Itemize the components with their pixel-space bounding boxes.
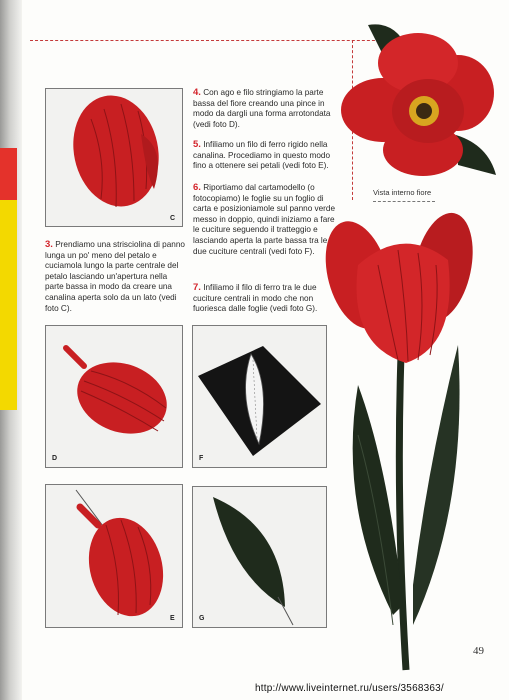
dashed-guide-top: [30, 40, 390, 41]
yellow-edge-strip: [0, 200, 17, 410]
step-body: Infiliamo un filo di ferro rigido nella canalina. Procediamo in questo modo fino a ottenere sei petali (vedi foto E).: [193, 140, 330, 171]
pattern-illustration: [193, 326, 326, 467]
step-number: 4.: [193, 87, 201, 98]
photo-label: D: [52, 455, 58, 462]
step-body: Prendiamo una strisciolina di panno lunga un po' meno del petalo e cuciamola lungo la parte centrale del petalo lasciando un'apertura nella parte bassa in modo da creare una canalina aperta solo da un lato (vedi foto C).: [45, 240, 185, 313]
step-5-text: [193, 140, 341, 172]
caption-leader: [373, 201, 435, 202]
photo-f: [192, 325, 327, 468]
step-body: Riportiamo dal cartamodello (o fotocopiamo) le foglie su un foglio di carta e posizioniamole sul panno verde messo in doppio, quindi iniziamo a fare le cuciture seguendo il tratteggio e lasciando aperta la parte bassa tra le due cuciture centrali (vedi foto F).: [193, 183, 336, 256]
photo-label: G: [199, 615, 205, 622]
petal-illustration: [46, 326, 182, 467]
step-4-text: [193, 88, 341, 130]
step-number: 7.: [193, 282, 201, 293]
photo-label: E: [170, 615, 175, 622]
step-number: 5.: [193, 139, 201, 150]
photo-caption: Vista interno fiore: [373, 188, 432, 197]
flower-interior-photo: [338, 15, 498, 185]
photo-c: [45, 88, 183, 227]
photo-label: C: [170, 215, 176, 222]
petal-illustration: [46, 89, 182, 226]
step-body: Infiliamo il filo di ferro tra le due cuciture centrali in modo che non fuoriesca dalle foglie (vedi foto G).: [193, 283, 318, 314]
photo-label: F: [199, 455, 204, 462]
petal-illustration: [46, 485, 182, 627]
step-number: 6.: [193, 182, 201, 193]
red-edge-strip: [0, 148, 17, 200]
step-3-text: [45, 240, 185, 314]
page-number: 49: [473, 645, 484, 657]
photo-e: [45, 484, 183, 628]
photo-g: [192, 486, 327, 628]
tulip-photo: [318, 205, 493, 675]
step-number: 3.: [45, 239, 53, 250]
step-body: Con ago e filo stringiamo la parte bassa del fiore creando una pince in modo da dargli una forma arrotondata (vedi foto D).: [193, 88, 331, 129]
watermark-url: http://www.liveinternet.ru/users/3568363/: [255, 683, 444, 694]
leaf-illustration: [193, 487, 326, 627]
photo-d: [45, 325, 183, 468]
